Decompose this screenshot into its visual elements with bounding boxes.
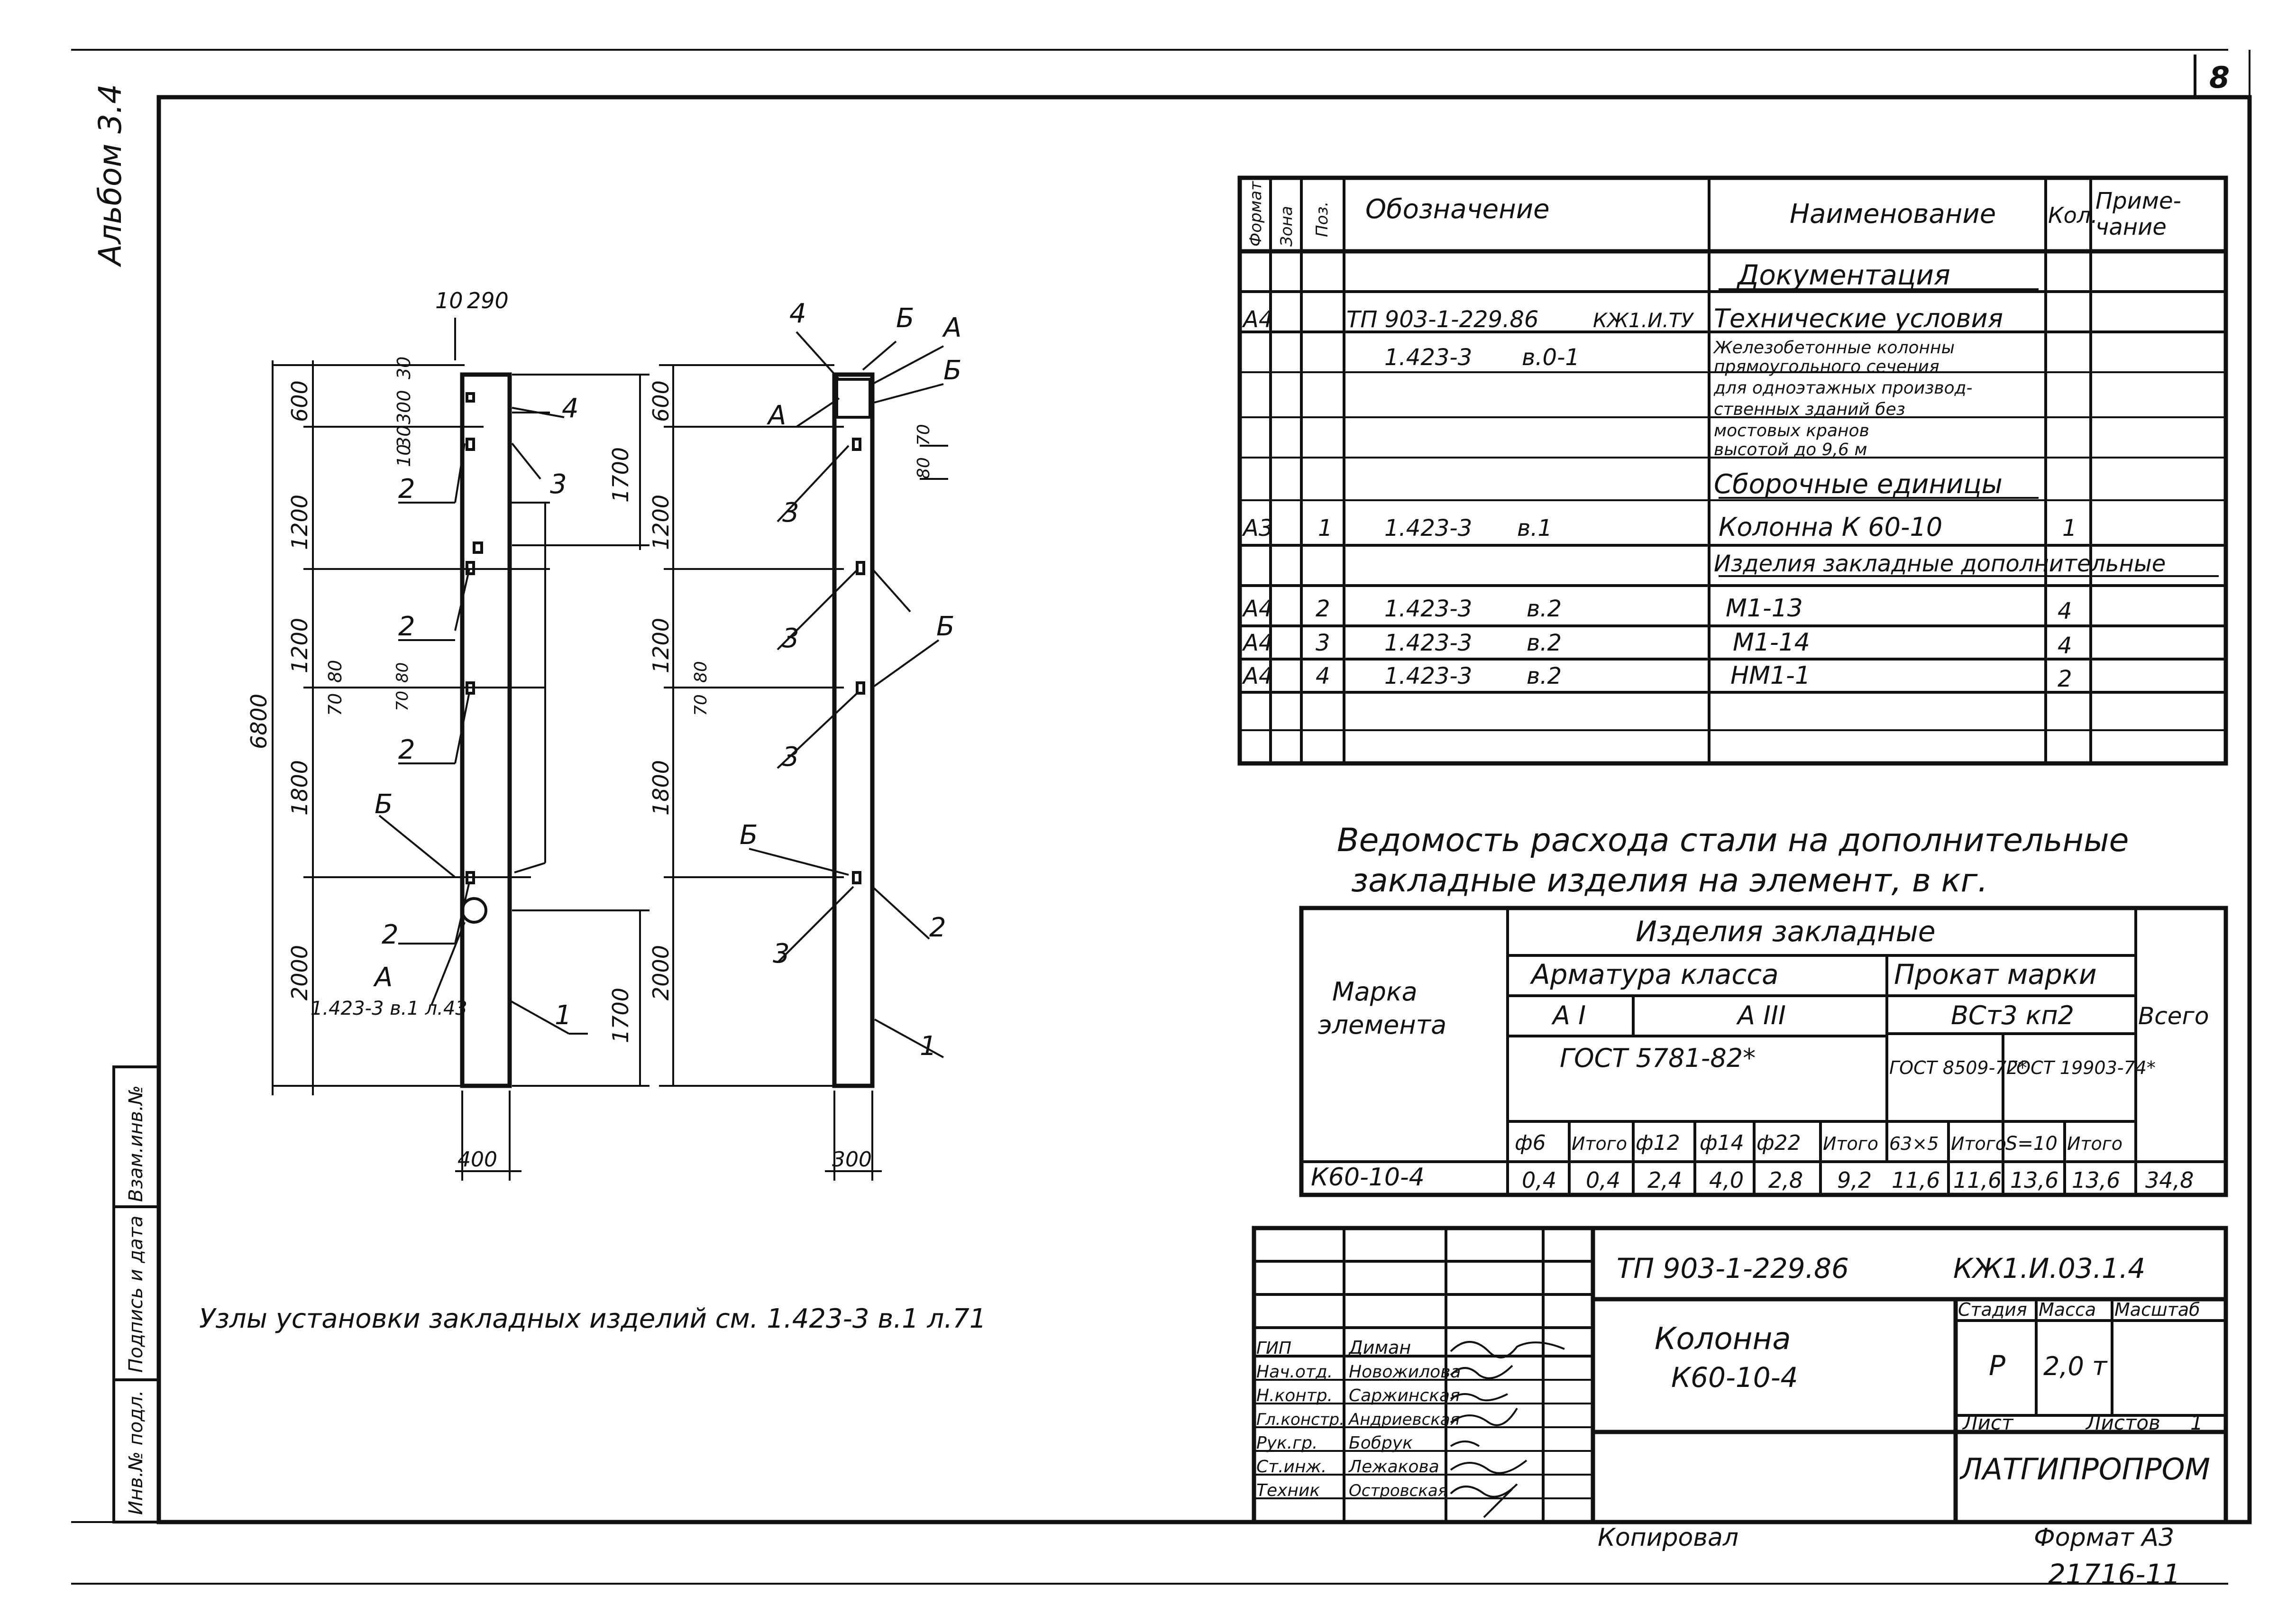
archive-number: 21716-11 bbox=[2048, 1558, 2181, 1590]
steel-val-8: 13,6 bbox=[2010, 1167, 2059, 1193]
format-label: Формат А3 bbox=[2034, 1523, 2175, 1552]
tb-org: ЛАТГИПРОПРОМ bbox=[1960, 1452, 2210, 1486]
steel-col-3: ф14 bbox=[1700, 1131, 1744, 1155]
dim-300: 300 bbox=[393, 390, 414, 424]
podpis-data-label: Подпись и дата bbox=[125, 1215, 147, 1373]
callout-r-b3: Б bbox=[936, 611, 955, 642]
steel-col-8: S=10 bbox=[2005, 1133, 2058, 1155]
tb-name-4b: Бобрук bbox=[1349, 1433, 1413, 1453]
page-number: 8 bbox=[2209, 60, 2230, 95]
dim-r-70b: 70 bbox=[691, 694, 711, 716]
tb-role-2: Н.контр. bbox=[1256, 1386, 1333, 1405]
dim-2000: 2000 bbox=[287, 945, 312, 1000]
spec-r7-oboz: 1.423-3 bbox=[1384, 630, 1473, 656]
tb-role-5: Ст.инж. bbox=[1256, 1457, 1327, 1477]
spec-h-kol: Кол. bbox=[2048, 202, 2098, 228]
steel-table bbox=[1301, 908, 2226, 1195]
steel-col-7: Итого bbox=[1951, 1133, 2007, 1154]
dim-400: 400 bbox=[457, 1147, 497, 1172]
callout-r-1: 1 bbox=[920, 1031, 937, 1062]
steel-col-9: Итого bbox=[2067, 1133, 2123, 1154]
spec-r6-name: М1-13 bbox=[1726, 594, 1803, 623]
spec-r8-qty: 2 bbox=[2058, 666, 2072, 692]
spec-emb-heading: Изделия закладные дополнительные bbox=[1714, 551, 2166, 577]
steel-title-2: закладные изделия на элемент, в кг. bbox=[1351, 862, 1988, 899]
callout-r-3c: 3 bbox=[782, 742, 799, 772]
spec-r2-oboz2: в.0-1 bbox=[1522, 344, 1580, 371]
dim-1200b: 1200 bbox=[287, 617, 312, 673]
callout-r-b2: Б bbox=[943, 355, 962, 386]
copied-label: Копировал bbox=[1598, 1523, 1739, 1552]
inv-podl-label: Инв.№ подл. bbox=[125, 1390, 147, 1515]
steel-col-1: Итого bbox=[1572, 1133, 1628, 1154]
spec-r7-name: М1-14 bbox=[1733, 628, 1810, 657]
steel-title-1: Ведомость расхода стали на дополнительные bbox=[1337, 822, 2129, 859]
steel-armatura: Арматура класса bbox=[1531, 958, 1779, 991]
dim-6800: 6800 bbox=[246, 693, 272, 749]
callout-2-c: 2 bbox=[398, 734, 415, 765]
callout-a: А bbox=[375, 962, 393, 993]
album-label: Альбом 3.4 bbox=[92, 83, 128, 266]
spec-r6-qty: 4 bbox=[2058, 598, 2072, 624]
dim-30: 30 bbox=[393, 356, 414, 379]
callout-2-a: 2 bbox=[398, 474, 415, 505]
spec-r6-format: А4 bbox=[1243, 596, 1273, 622]
steel-col-2: ф12 bbox=[1636, 1131, 1680, 1155]
spec-r4-name: Колонна К 60-10 bbox=[1719, 512, 1943, 542]
dim-1800: 1800 bbox=[287, 760, 312, 816]
spec-r4-pos: 1 bbox=[1318, 515, 1333, 541]
spec-h-format: Формат bbox=[1246, 181, 1265, 247]
spec-r8-format: А4 bbox=[1243, 663, 1273, 689]
callout-b: Б bbox=[375, 789, 393, 820]
tb-list-h: Лист bbox=[1963, 1411, 2013, 1434]
spec-r6-oboz2: в.2 bbox=[1527, 596, 1562, 622]
tb-name-1b: Новожилова bbox=[1349, 1362, 1461, 1382]
spec-r8-name: НМ1-1 bbox=[1730, 661, 1811, 690]
tb-masshtab-h: Масштаб bbox=[2114, 1299, 2200, 1320]
steel-val-3: 4,0 bbox=[1709, 1167, 1744, 1193]
steel-a1: А I bbox=[1553, 1000, 1586, 1030]
tb-role-4: Рук.гр. bbox=[1256, 1433, 1318, 1453]
dim-r-80b: 80 bbox=[691, 661, 711, 683]
steel-val-2: 2,4 bbox=[1647, 1167, 1683, 1193]
dim-70: 70 bbox=[325, 693, 346, 716]
nodes-note: Узлы установки закладных изделий см. 1.423-3 в.1 л.71 bbox=[199, 1303, 987, 1334]
spec-r4-format: А3 bbox=[1243, 515, 1273, 541]
steel-row-mark: К60-10-4 bbox=[1311, 1163, 1425, 1192]
callout-2-b: 2 bbox=[398, 611, 415, 642]
dim-600: 600 bbox=[287, 380, 312, 422]
spec-r6-pos: 2 bbox=[1316, 596, 1330, 622]
spec-r2-name-5: мостовых кранов bbox=[1714, 421, 1869, 440]
spec-r2-name-6: высотой до 9,6 м bbox=[1714, 440, 1867, 459]
spec-r4-oboz: 1.423-3 bbox=[1384, 515, 1473, 541]
dim-80b: 80 bbox=[393, 662, 412, 683]
callout-1: 1 bbox=[555, 1000, 572, 1031]
spec-r7-pos: 3 bbox=[1316, 630, 1330, 656]
spec-r7-qty: 4 bbox=[2058, 633, 2072, 659]
tb-role-6: Техник bbox=[1256, 1481, 1320, 1500]
steel-vst: ВСт3 кп2 bbox=[1951, 1000, 2075, 1030]
spec-r1-oboz: ТП 903-1-229.86 bbox=[1346, 306, 1539, 333]
spec-r1-oboz2: КЖ1.И.ТУ bbox=[1593, 309, 1693, 332]
spec-r2-name-3: для одноэтажных производ- bbox=[1714, 378, 1973, 398]
spec-r2-name-4: ственных зданий без bbox=[1714, 400, 1905, 419]
steel-gost-p2: ГОСТ 19903-74* bbox=[2006, 1057, 2156, 1078]
spec-r7-oboz2: в.2 bbox=[1527, 630, 1562, 656]
spec-h-zona: Зона bbox=[1277, 206, 1296, 247]
steel-col-6: 63×5 bbox=[1889, 1133, 1939, 1154]
dim-r-70: 70 bbox=[914, 424, 933, 446]
spec-doc-heading: Документация bbox=[1738, 259, 1950, 291]
steel-val-4: 2,8 bbox=[1768, 1167, 1803, 1193]
tb-listov-h: Листов bbox=[2086, 1411, 2160, 1434]
steel-val-7: 11,6 bbox=[1953, 1167, 2002, 1193]
callout-r-4: 4 bbox=[789, 298, 806, 329]
steel-col-4: ф22 bbox=[1756, 1131, 1801, 1155]
tb-code: КЖ1.И.03.1.4 bbox=[1953, 1252, 2146, 1285]
tb-stadia: Р bbox=[1989, 1349, 2005, 1382]
dim-10: 10 bbox=[435, 288, 463, 313]
spec-r8-pos: 4 bbox=[1316, 663, 1330, 689]
dim-30b: 30 bbox=[393, 425, 414, 448]
callout-3: 3 bbox=[550, 469, 567, 500]
spec-r8-oboz: 1.423-3 bbox=[1384, 663, 1473, 689]
callout-r-a2: А bbox=[768, 400, 787, 431]
spec-h-prim: Приме- bbox=[2095, 188, 2181, 214]
steel-col-5: Итого bbox=[1823, 1133, 1879, 1154]
tb-name-2: К60-10-4 bbox=[1671, 1361, 1798, 1394]
column-elevation-side bbox=[648, 298, 961, 1181]
title-block bbox=[1254, 1228, 2226, 1522]
spec-r7-format: А4 bbox=[1243, 630, 1273, 656]
spec-r1-name: Технические условия bbox=[1714, 303, 2003, 333]
ref-note: 1.423-3 в.1 л.43 bbox=[311, 998, 467, 1019]
tb-name-3b: Андриевская bbox=[1349, 1410, 1460, 1429]
callout-r-3d: 3 bbox=[773, 938, 790, 969]
signature-scribble bbox=[1451, 1342, 1564, 1517]
tb-role-1: Нач.отд. bbox=[1256, 1362, 1333, 1382]
steel-val-10: 34,8 bbox=[2145, 1167, 2194, 1193]
tb-project: ТП 903-1-229.86 bbox=[1617, 1252, 1849, 1285]
dim-r-1200b: 1200 bbox=[648, 617, 674, 673]
dim-1200: 1200 bbox=[287, 494, 312, 550]
tb-role-0: ГИП bbox=[1256, 1339, 1292, 1358]
steel-val-1: 0,4 bbox=[1586, 1167, 1621, 1193]
tb-role-3: Гл.констр. bbox=[1256, 1410, 1345, 1429]
steel-vsego: Всего bbox=[2138, 1002, 2209, 1030]
tb-name-2b: Саржинская bbox=[1349, 1386, 1460, 1405]
tb-name-1: Колонна bbox=[1655, 1321, 1791, 1357]
steel-marka2: элемента bbox=[1318, 1010, 1447, 1040]
steel-val-5: 9,2 bbox=[1837, 1167, 1872, 1193]
dim-r-600: 600 bbox=[648, 380, 674, 422]
tb-massa: 2,0 т bbox=[2043, 1351, 2107, 1381]
dim-r-300: 300 bbox=[832, 1147, 872, 1172]
steel-gost-arm: ГОСТ 5781-82* bbox=[1560, 1043, 1756, 1073]
dim-70b: 70 bbox=[393, 690, 412, 711]
dim-1700-top: 1700 bbox=[608, 447, 633, 503]
callout-r-3a: 3 bbox=[782, 497, 799, 528]
spec-r2-name-1: Железобетонные колонны bbox=[1714, 338, 1955, 358]
callout-4: 4 bbox=[562, 393, 579, 424]
vzam-label: Взам.инв.№ bbox=[125, 1085, 147, 1202]
steel-val-0: 0,4 bbox=[1522, 1167, 1557, 1193]
spec-r6-oboz: 1.423-3 bbox=[1384, 596, 1473, 622]
steel-val-6: 11,6 bbox=[1892, 1167, 1940, 1193]
dim-80: 80 bbox=[325, 660, 346, 683]
dim-r-2000: 2000 bbox=[648, 945, 674, 1000]
tb-listov: 1 bbox=[2190, 1411, 2203, 1434]
spec-r4-oboz2: в.1 bbox=[1517, 515, 1553, 541]
specification-table bbox=[1240, 178, 2226, 763]
tb-name-5b: Лежакова bbox=[1349, 1457, 1439, 1477]
dim-290: 290 bbox=[467, 288, 509, 313]
callout-2-d: 2 bbox=[382, 919, 399, 950]
spec-r1-format: А4 bbox=[1243, 306, 1273, 333]
callout-r-b4: Б bbox=[740, 820, 758, 851]
tb-name-6b: Островская bbox=[1349, 1481, 1448, 1500]
steel-gost-p1: ГОСТ 8509-72* bbox=[1889, 1057, 2027, 1078]
spec-r2-oboz: 1.423-3 bbox=[1384, 344, 1473, 371]
spec-r4-qty: 1 bbox=[2062, 515, 2077, 541]
dim-r-1200: 1200 bbox=[648, 494, 674, 550]
dim-r-1800: 1800 bbox=[648, 760, 674, 816]
spec-r8-oboz2: в.2 bbox=[1527, 663, 1562, 689]
steel-col-0: ф6 bbox=[1515, 1131, 1546, 1155]
dim-r-80: 80 bbox=[914, 457, 933, 479]
steel-val-9: 13,6 bbox=[2072, 1167, 2121, 1193]
spec-h-prim2: чание bbox=[2095, 214, 2167, 240]
callout-r-a1: А bbox=[943, 312, 962, 343]
spec-h-pos: Поз. bbox=[1313, 201, 1332, 237]
steel-prokat: Прокат марки bbox=[1894, 958, 2097, 991]
steel-marka: Марка bbox=[1332, 977, 1418, 1007]
tb-name-0: Диман bbox=[1349, 1337, 1411, 1358]
spec-h-name: Наименование bbox=[1790, 199, 1996, 229]
callout-r-2: 2 bbox=[929, 912, 946, 943]
tb-stadia-h: Стадия bbox=[1958, 1299, 2027, 1320]
tb-massa-h: Масса bbox=[2039, 1299, 2096, 1320]
spec-asm-heading: Сборочные единицы bbox=[1714, 469, 2003, 500]
dim-10b: 10 bbox=[393, 444, 414, 467]
callout-r-3b: 3 bbox=[782, 623, 799, 654]
steel-a3: А III bbox=[1738, 1000, 1786, 1030]
dim-1700-bot: 1700 bbox=[608, 987, 633, 1043]
left-strip bbox=[114, 1067, 159, 1522]
callout-r-b1: Б bbox=[896, 303, 915, 334]
steel-izdelia: Изделия закладные bbox=[1636, 915, 1936, 948]
spec-r2-name-2: прямоугольного сечения bbox=[1714, 357, 1939, 376]
spec-h-oboz: Обозначение bbox=[1365, 194, 1550, 225]
column-elevation-front bbox=[246, 288, 649, 1181]
